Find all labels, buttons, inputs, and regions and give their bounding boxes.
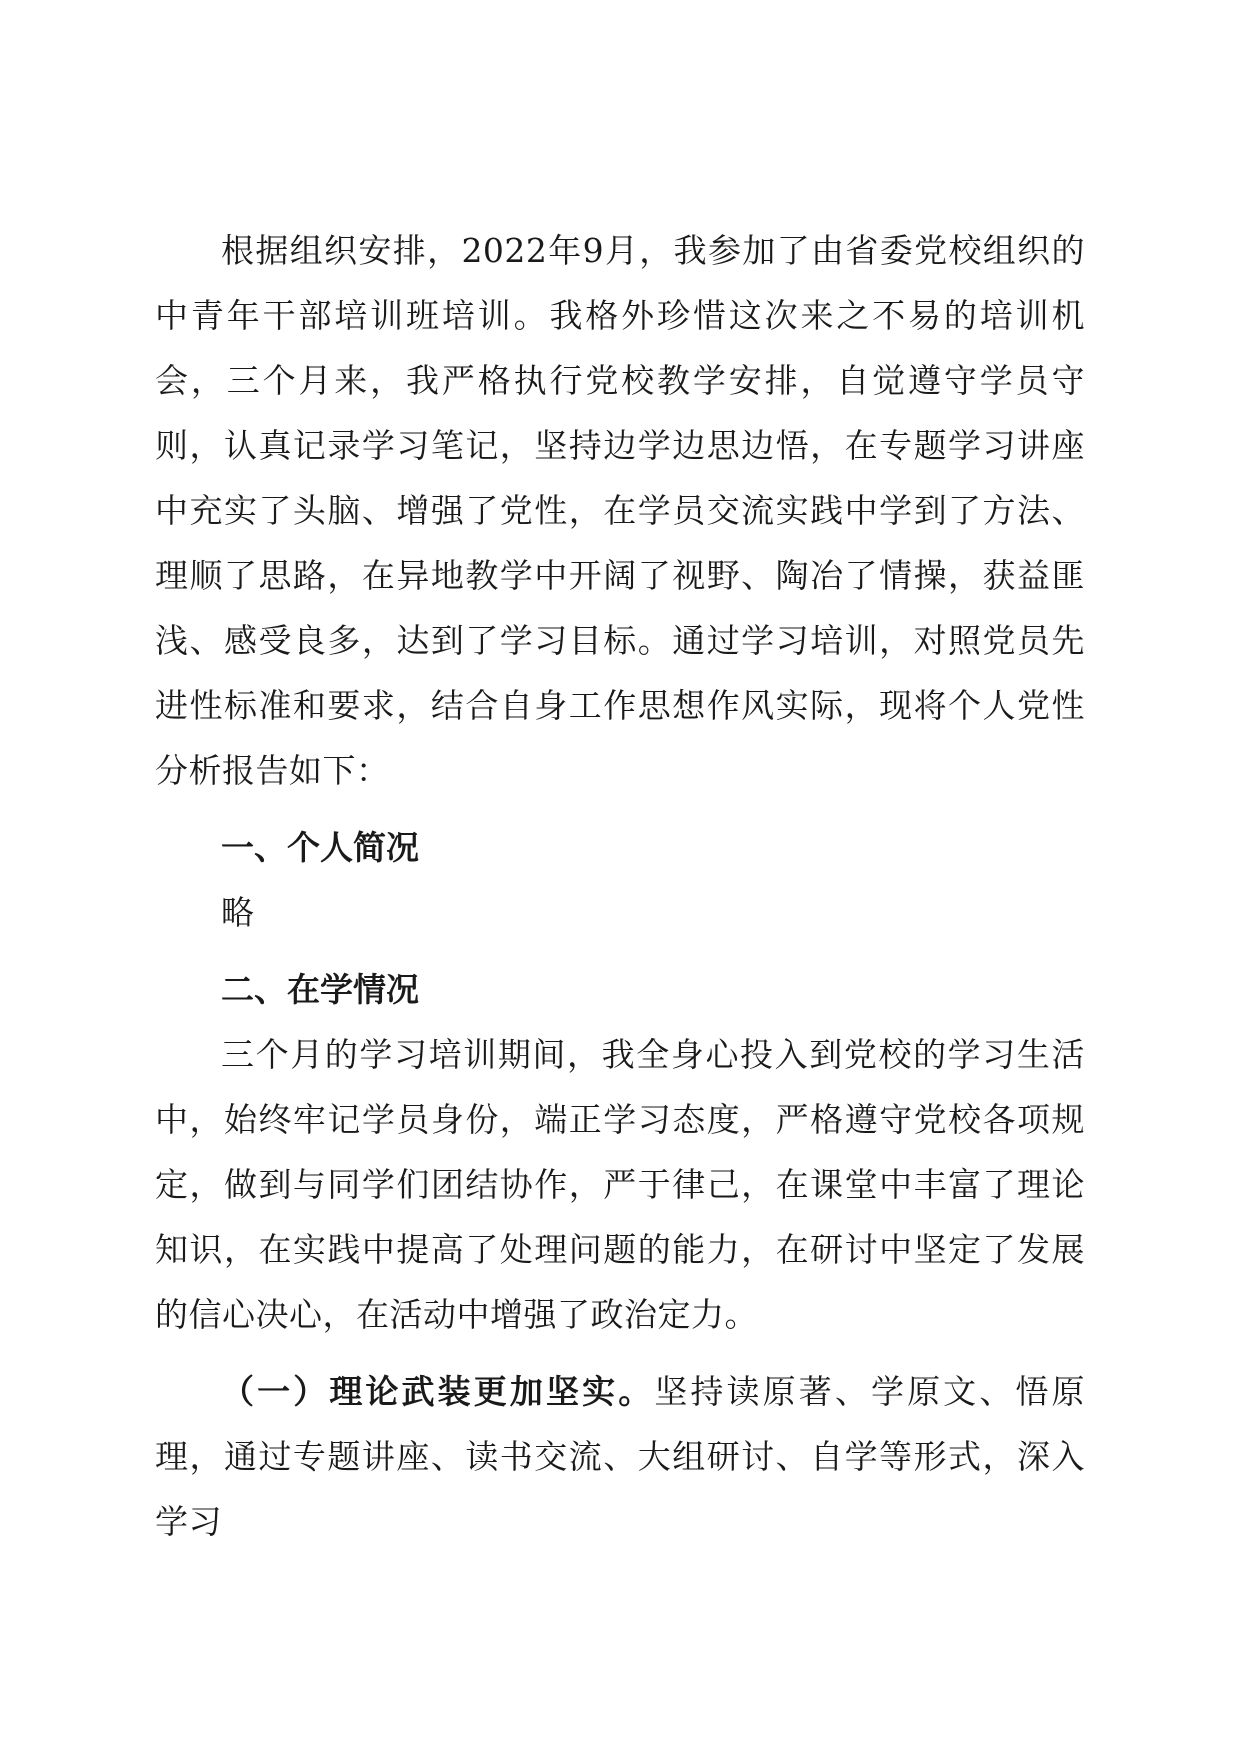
subsection-paragraph-theory [155, 1359, 1085, 1554]
section-heading-personal-profile: 一、个人简况 [221, 828, 419, 867]
section-body-personal-profile: 略 [221, 893, 254, 932]
subsection-body-theory: 坚持读原著、学原文、悟原理，通过专题讲座、读书交流、大组研讨、自学等形式，深入学习 [155, 1372, 1086, 1541]
intro-paragraph: 根据组织安排，2022年9月，我参加了由省委党校组织的中青年干部培训班培训。我格外珍惜这次来之不易的培训机会，三个月来，我严格执行党校教学安排，自觉遵守学员守则，认真记录学习笔记，坚持边学边思边悟，在专题学习讲座中充实了头脑、增强了党性，在学员交流实践中学到了方法、理顺了思路，在异地教学中开阔了视野、陶冶了情操，获益匪浅、感受良多，达到了学习目标。通过学习培训，对照党员先进性标准和要求，结合自身工作思想作风实际，现将个人党性分析报告如下： [155, 231, 1085, 790]
document-page [155, 218, 1085, 1554]
section-body-study-situation: 三个月的学习培训期间，我全身心投入到党校的学习生活中，始终牢记学员身份，端正学习态度，严格遵守党校各项规定，做到与同学们团结协作，严于律己，在课堂中丰富了理论知识，在实践中提高了处理问题的能力，在研讨中坚定了发展的信心决心，在活动中增强了政治定力。 [155, 1035, 1085, 1334]
subsection-title-theory: （一）理论武装更加坚实。 [221, 1372, 655, 1411]
section-heading-study-situation: 二、在学情况 [221, 970, 419, 1009]
